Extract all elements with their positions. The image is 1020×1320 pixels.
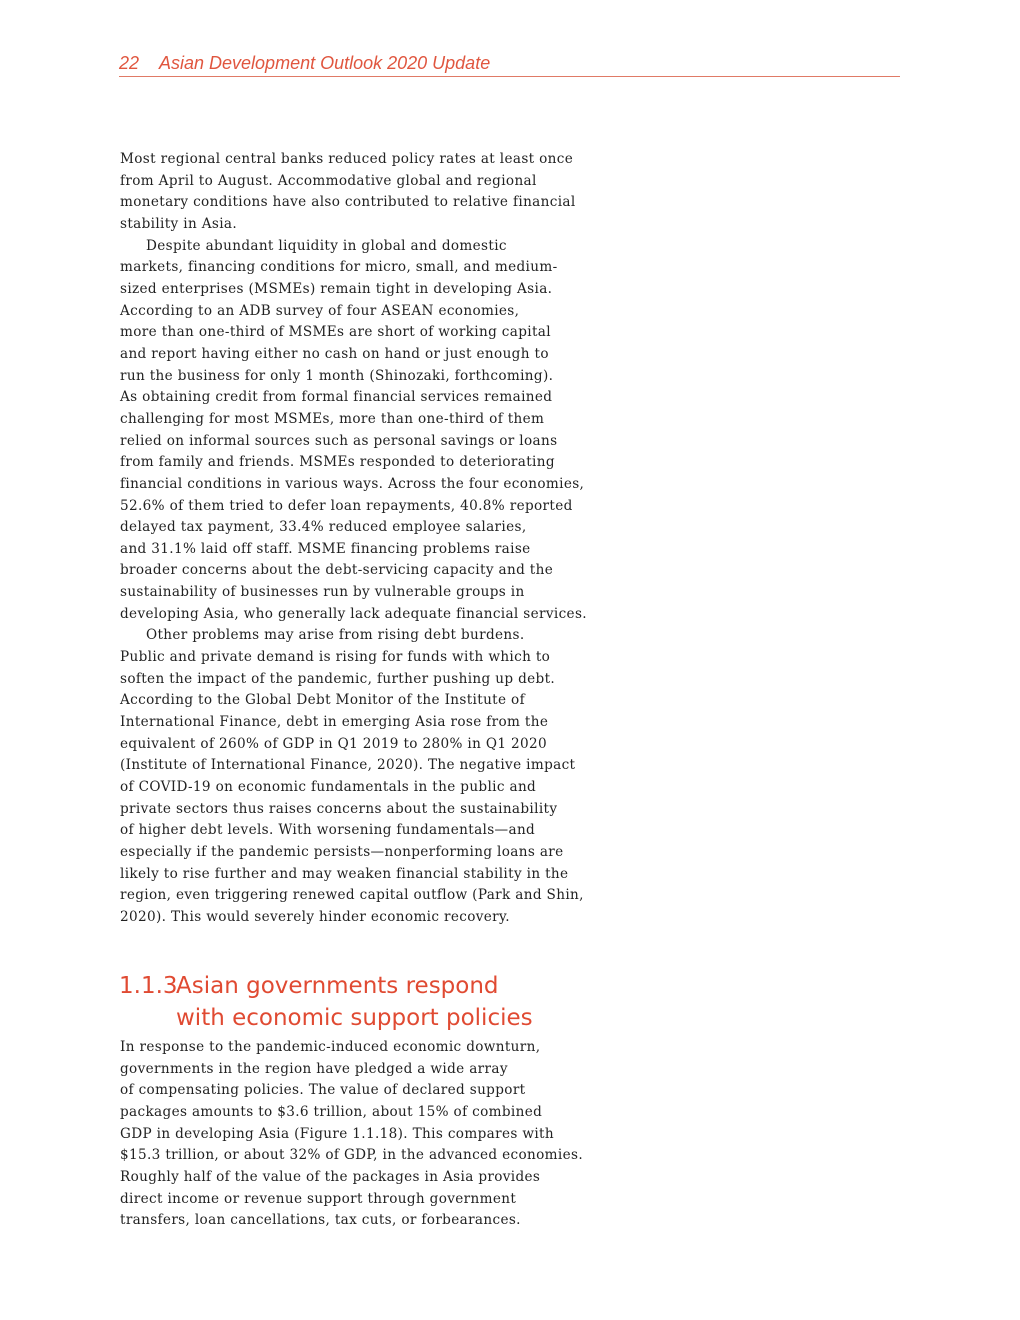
section-title-line-2: with economic support policies [176,1005,533,1031]
paragraph-line: run the business for only 1 month (Shinozaki, forthcoming). [120,367,554,384]
paragraph-line: delayed tax payment, 33.4% reduced employee salaries, [120,519,527,536]
section-paragraph-line: of compensating policies. The value of declared support [120,1082,526,1099]
paragraph-line: sustainability of businesses run by vulnerable groups in [120,584,525,601]
section-number: 1.1.3 [119,973,178,999]
paragraph-line: relied on informal sources such as personal savings or loans [120,432,558,449]
paragraph-line: likely to rise further and may weaken financial stability in the [120,865,569,882]
paragraph-line: developing Asia, who generally lack adequate financial services. [120,605,587,622]
paragraph-line: monetary conditions have also contributed to relative financial [120,194,576,211]
paragraph-line: equivalent of 260% of GDP in Q1 2019 to 280% in Q1 2020 [120,735,548,752]
paragraph-line: markets, financing conditions for micro, small, and medium- [120,259,558,276]
section-body-text [120,1037,600,1232]
publication-title: Asian Development Outlook 2020 Update [159,53,491,73]
paragraph-line: broader concerns about the debt-servicing capacity and the [120,562,554,579]
page-number: 22 [119,53,140,73]
paragraph-line: from family and friends. MSMEs responded to deteriorating [120,454,555,471]
paragraph-line: Despite abundant liquidity in global and domestic [146,237,507,254]
paragraph-line: private sectors thus raises concerns about the sustainability [120,800,558,817]
paragraph-line: sized enterprises (MSMEs) remain tight in developing Asia. [120,280,553,297]
paragraph-line: Other problems may arise from rising debt burdens. [146,627,525,644]
section-paragraph-line: In response to the pandemic-induced economic downturn, [120,1039,541,1055]
section-heading [119,970,679,1034]
section-paragraph-line: packages amounts to $3.6 trillion, about 15% of combined [120,1103,543,1120]
paragraph-line: 2020). This would severely hinder economic recovery. [120,908,510,925]
paragraph-line: of COVID-19 on economic fundamentals in the public and [120,779,537,796]
paragraph-line: (Institute of International Finance, 2020). The negative impact [120,757,576,774]
section-paragraph-line: $15.3 trillion, or about 32% of GDP, in the advanced economies. [120,1147,584,1164]
section-paragraph-line: governments in the region have pledged a wide array [120,1060,508,1077]
section-paragraph-line: direct income or revenue support through government [120,1190,517,1207]
paragraph-line: Most regional central banks reduced policy rates at least once [120,151,574,167]
paragraph-line: from April to August. Accommodative global and regional [120,172,537,189]
paragraph-line: of higher debt levels. With worsening fundamentals—and [120,822,536,839]
paragraph-line: As obtaining credit from formal financial services remained [120,389,553,406]
paragraph-line: and 31.1% laid off staff. MSME financing problems raise [120,540,531,557]
paragraph-line: Public and private demand is rising for funds with which to [120,649,551,666]
body-text [120,149,600,929]
paragraph-line: stability in Asia. [120,215,238,232]
paragraph-line: more than one-third of MSMEs are short of working capital [120,324,551,341]
paragraph-line: region, even triggering renewed capital outflow (Park and Shin, [120,887,584,904]
section-paragraph-line: Roughly half of the value of the packages in Asia provides [120,1168,541,1185]
paragraph-line: financial conditions in various ways. Across the four economies, [120,475,585,492]
section-paragraph-line: transfers, loan cancellations, tax cuts, or forbearances. [120,1212,521,1229]
section-title-line-1: Asian governments respond [176,973,499,999]
paragraph-line: challenging for most MSMEs, more than one-third of them [120,410,545,427]
paragraph-line: International Finance, debt in emerging Asia rose from the [120,714,549,731]
paragraph-line: According to an ADB survey of four ASEAN economies, [120,302,520,319]
paragraph-line: 52.6% of them tried to defer loan repayments, 40.8% reported [120,497,573,514]
paragraph-line: According to the Global Debt Monitor of the Institute of [120,692,525,709]
section-paragraph-line: GDP in developing Asia (Figure 1.1.18). This compares with [120,1125,554,1142]
paragraph-line: especially if the pandemic persists—nonperforming loans are [120,844,564,860]
paragraph-line: soften the impact of the pandemic, further pushing up debt. [120,670,556,687]
paragraph-line: and report having either no cash on hand or just enough to [120,345,549,362]
running-header [119,52,900,77]
